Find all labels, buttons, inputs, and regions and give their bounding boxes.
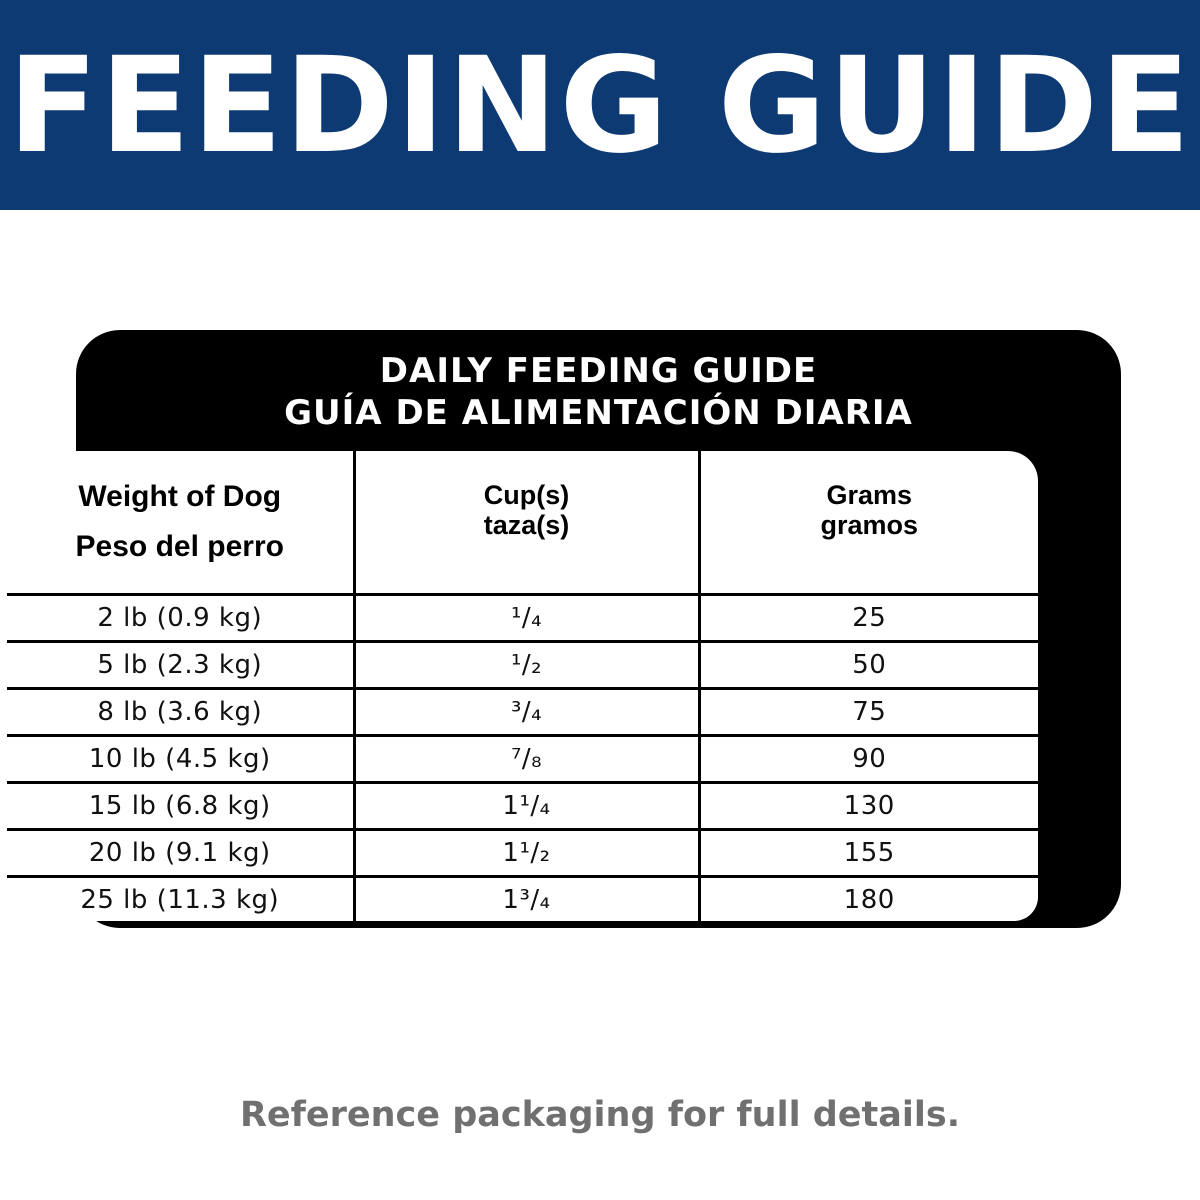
table-header-row [7, 451, 1038, 595]
table-row [7, 642, 1038, 689]
page-title: FEEDING GUIDE [7, 29, 1193, 183]
cups-cell: 1¹/₄ [354, 783, 699, 830]
weight-cell: 25 lb (11.3 kg) [7, 877, 354, 922]
weight-cell: 10 lb (4.5 kg) [7, 736, 354, 783]
column-header-weight-en: Weight of Dog [78, 480, 282, 513]
card-title-es: GUÍA DE ALIMENTACIÓN DIARIA [284, 393, 913, 433]
table-row [7, 736, 1038, 783]
cups-cell: 1¹/₂ [354, 830, 699, 877]
footnote: Reference packaging for full details. [239, 1095, 961, 1135]
feeding-table-panel [7, 451, 1038, 921]
table-row [7, 830, 1038, 877]
column-header-weight [7, 451, 354, 595]
column-header-cups [354, 451, 699, 583]
cups-cell: ⁷/₈ [354, 736, 699, 783]
grams-cell: 90 [699, 736, 1038, 783]
grams-cell: 25 [699, 595, 1038, 642]
column-header-cups-es: taza(s) [483, 510, 570, 540]
grams-cell: 130 [699, 783, 1038, 830]
column-header-grams-es: gramos [820, 510, 919, 540]
grams-cell: 155 [699, 830, 1038, 877]
weight-cell: 20 lb (9.1 kg) [7, 830, 354, 877]
grams-cell: 75 [699, 689, 1038, 736]
cups-cell: ³/₄ [354, 689, 699, 736]
table-row [7, 689, 1038, 736]
column-header-grams [699, 451, 1038, 583]
cups-cell: ¹/₂ [354, 642, 699, 689]
column-header-cups-en: Cup(s) [483, 480, 570, 510]
grams-cell: 180 [699, 877, 1038, 922]
card-header [76, 330, 1121, 448]
column-header-grams-en: Grams [826, 480, 913, 510]
table-row [7, 783, 1038, 830]
table-row [7, 877, 1038, 922]
grams-cell: 50 [699, 642, 1038, 689]
weight-cell: 8 lb (3.6 kg) [7, 689, 354, 736]
table-row [7, 595, 1038, 642]
cups-cell: 1³/₄ [354, 877, 699, 922]
header-banner [0, 0, 1200, 210]
feeding-table [7, 451, 1038, 921]
column-header-weight-es: Peso del perro [75, 530, 284, 563]
cups-cell: ¹/₄ [354, 595, 699, 642]
weight-cell: 15 lb (6.8 kg) [7, 783, 354, 830]
card-title-en: DAILY FEEDING GUIDE [379, 351, 818, 391]
weight-cell: 5 lb (2.3 kg) [7, 642, 354, 689]
weight-cell: 2 lb (0.9 kg) [7, 595, 354, 642]
